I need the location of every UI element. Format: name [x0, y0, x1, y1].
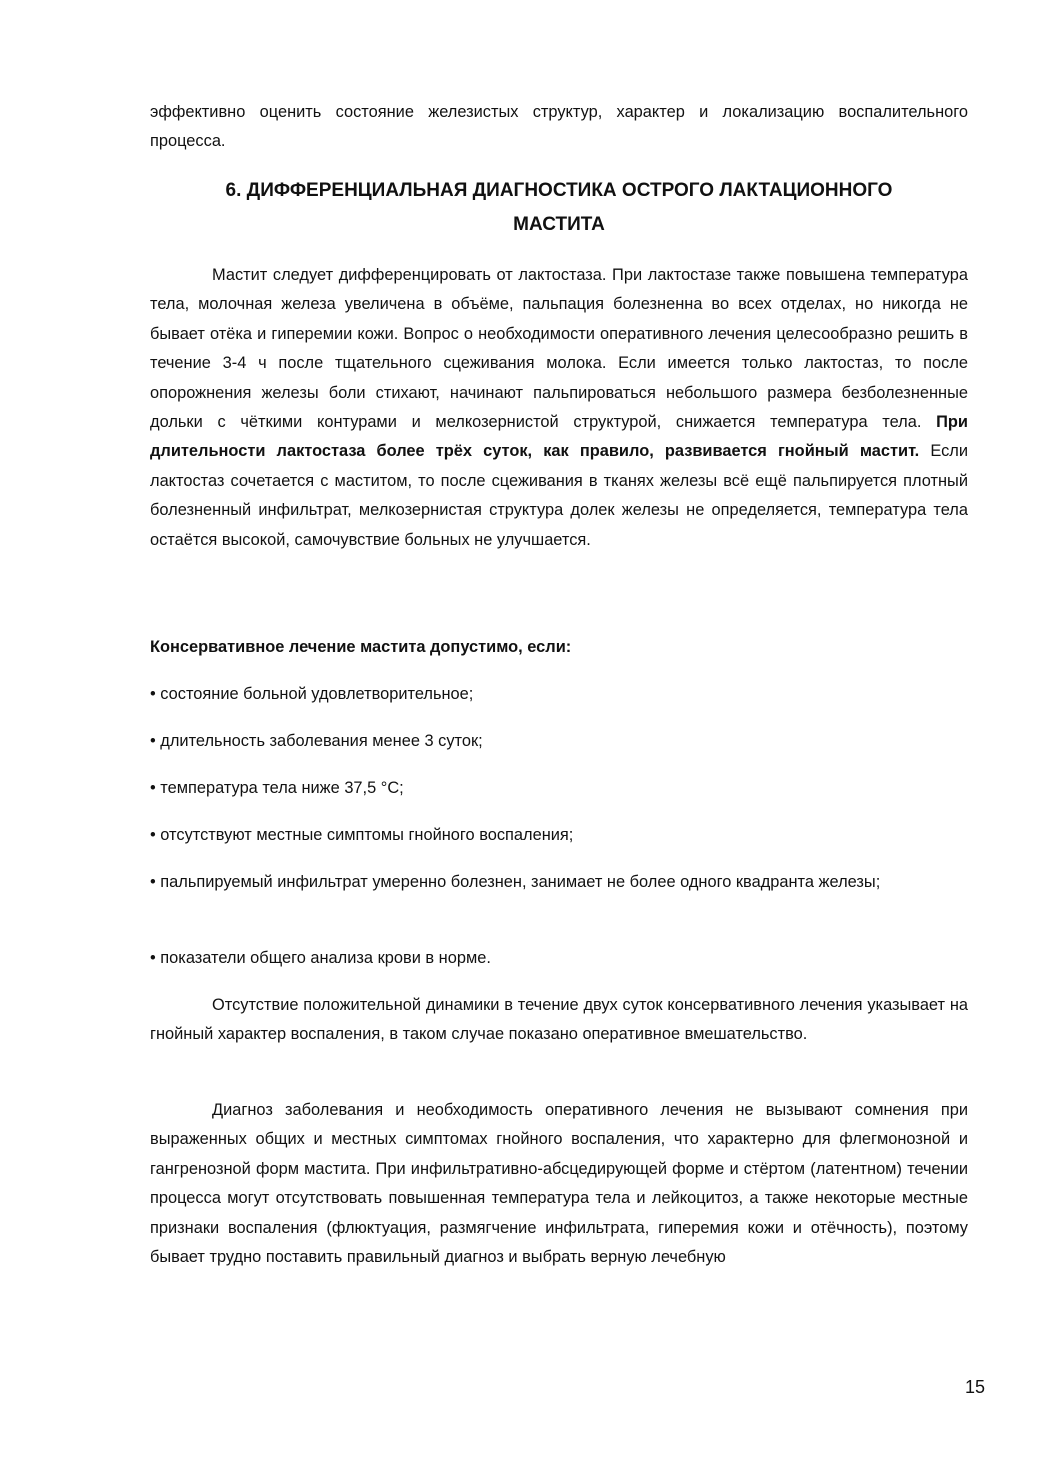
intro-text: эффективно оценить состояние железистых структур, характер и локализацию воспалительного процесса. — [150, 103, 968, 151]
list-item: • температура тела ниже 37,5 °С; — [150, 779, 404, 797]
page-number: 15 — [964, 1377, 985, 1397]
intro-paragraph — [150, 98, 968, 157]
differential-text-part1: Мастит следует дифференцировать от лактостаза. При лактостазе также повышена температура тела, молочная железа увеличена в объёме, пальпация болезненна во всех отделах, но никогда не бывает отёка и гиперемии кожи. Вопрос о необходимости оперативного лечения целесообразно решить в течение 3-4 ч после тщательного сцеживания молока. Если имеется только лактостаз, то после опорожнения железы боли стихают, начинают пальпироваться небольшого размера безболезненные дольки с чёткими контурами и мелкозернистой структурой, снижается температура тела. — [150, 266, 968, 432]
list-item: • длительность заболевания менее 3 суток; — [150, 732, 483, 750]
differential-text-part2: Если лактостаз сочетается с маститом, то после сцеживания в тканях железы всё ещё пальпируется плотный болезненный инфильтрат, мелкозернистая структура долек железы не определяется, температура тела остаётся высокой, самочувствие больных не улучшается. — [150, 442, 968, 549]
list-item: • показатели общего анализа крови в норме. — [150, 949, 491, 967]
list-item: • отсутствуют местные симптомы гнойного воспаления; — [150, 826, 574, 844]
differential-text-bold: При длительности лактостаза более трёх суток, как правило, развивается гнойный мастит. — [150, 413, 968, 461]
dynamics-paragraph: Отсутствие положительной динамики в течение двух суток консервативного лечения указывает на гнойный характер воспаления, в таком случае показано оперативное вмешательство. — [150, 996, 968, 1044]
section-heading-line2: МАСТИТА — [513, 214, 605, 235]
differential-paragraph — [150, 261, 968, 555]
conservative-title: Консервативное лечение мастита допустимо, если: — [150, 638, 572, 656]
diagnosis-paragraph: Диагноз заболевания и необходимость оперативного лечения не вызывают сомнения при выраженных общих и местных симптомах гнойного воспаления, что характерно для флегмонозной и гангренозной форм мастита. При инфильтративно-абсцедирующей форме и стёртом (латентном) течении процесса могут отсутствовать повышенная температура тела и лейкоцитоз, а также некоторые местные признаки воспаления (флюктуация, размягчение инфильтрата, гиперемия кожи и отёчность), поэтому бывает трудно поставить правильный диагноз и выбрать верную лечебную — [150, 1101, 968, 1267]
section-heading-line1: 6. ДИФФЕРЕНЦИАЛЬНАЯ ДИАГНОСТИКА ОСТРОГО ЛАКТАЦИОННОГО — [225, 180, 893, 201]
section-heading — [150, 174, 968, 242]
list-item: • пальпируемый инфильтрат умеренно болезнен, занимает не более одного квадранта железы; — [150, 873, 881, 891]
list-item: • состояние больной удовлетворительное; — [150, 685, 474, 703]
